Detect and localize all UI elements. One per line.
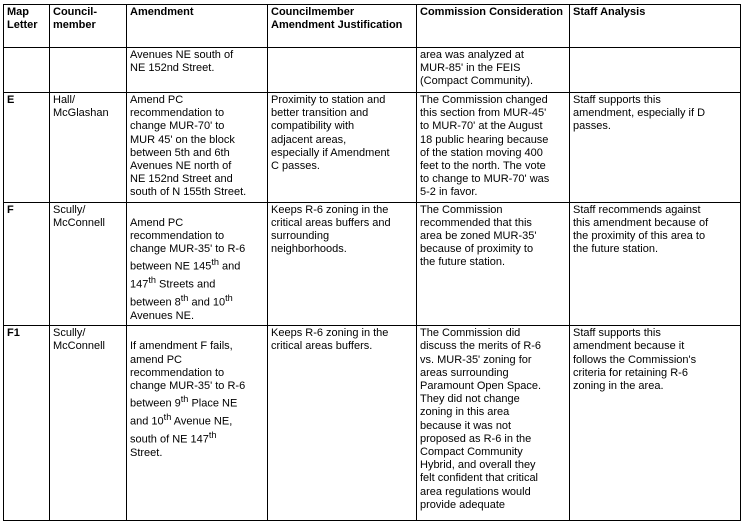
- cell-amendment: [127, 202, 268, 326]
- amendment-text: Avenue NE, south of NE 147: [130, 415, 233, 446]
- cell-member: Scully/ McConnell: [50, 202, 127, 326]
- amendment-text: Avenues NE.: [130, 310, 195, 323]
- header-councilmember: Council- member: [50, 5, 127, 48]
- cell-justification: Proximity to station and better transition and compatibility with adjacent areas, especially if Amendment C passes.: [268, 93, 417, 203]
- header-staff: Staff Analysis: [570, 5, 741, 48]
- cell-staff: [570, 48, 741, 93]
- table-row: [4, 48, 741, 93]
- cell-justification: [268, 48, 417, 93]
- amendment-text: Street.: [130, 446, 163, 459]
- cell-letter: [4, 48, 50, 93]
- cell-justification: Keeps R-6 zoning in the critical areas buffers and surrounding neighborhoods.: [268, 202, 417, 326]
- header-commission: Commission Consideration: [417, 5, 570, 48]
- cell-amendment: Avenues NE south of NE 152nd Street.: [127, 48, 268, 93]
- amendment-text: and 147: [130, 261, 241, 291]
- cell-member: Hall/ McGlashan: [50, 93, 127, 203]
- header-map-letter: Map Letter: [4, 5, 50, 48]
- ordinal-suffix: th: [225, 293, 233, 304]
- cell-amendment: Amend PC recommendation to change MUR-70' to MUR 45' on the block between 5th and 6th Avenues NE north of NE 152nd Street and south of N 155th Street.: [127, 93, 268, 203]
- cell-staff: Staff recommends against this amendment because of the proximity of this area to the future station.: [570, 202, 741, 326]
- ordinal-suffix: th: [180, 394, 189, 405]
- amendment-text: Streets and between 8: [130, 278, 216, 309]
- cell-member: [50, 48, 127, 93]
- cell-commission: The Commission changed this section from MUR-45' to MUR-70' at the August 18 public hearing because of the station moving 400 feet to the north. The vote to change to MUR-70' was 5-2 in favor.: [417, 93, 570, 203]
- amendment-text: If amendment F fails, amend PC recommendation to change MUR-35' to R-6 between 9: [130, 340, 246, 410]
- cell-letter: E: [4, 93, 50, 203]
- ordinal-suffix: th: [148, 275, 156, 286]
- cell-commission: The Commission did discuss the merits of R-6 vs. MUR-35' zoning for areas surrounding Paramount Open Space. They did not change zoning in this area because it was not proposed as R-6 in the Compact Community Hybrid, and overall they felt confident that critical area regulations would provide adequate: [417, 326, 570, 521]
- header-amendment: Amendment: [127, 5, 268, 48]
- table-row: [4, 93, 741, 203]
- ordinal-suffix: th: [180, 293, 189, 304]
- header-justification: Councilmember Amendment Justification: [268, 5, 417, 48]
- cell-justification: Keeps R-6 zoning in the critical areas buffers.: [268, 326, 417, 521]
- ordinal-suffix: th: [163, 412, 172, 423]
- ordinal-suffix: th: [208, 429, 217, 440]
- amendment-text: Place NE and 10: [130, 397, 238, 428]
- cell-member: Scully/ McConnell: [50, 326, 127, 521]
- table-row: [4, 326, 741, 521]
- table-row: [4, 202, 741, 326]
- ordinal-suffix: th: [211, 257, 219, 268]
- cell-staff: Staff supports this amendment, especially if D passes.: [570, 93, 741, 203]
- cell-commission: area was analyzed at MUR-85' in the FEIS (Compact Community).: [417, 48, 570, 93]
- cell-staff: Staff supports this amendment because it follows the Commission's criteria for retaining R-6 zoning in the area.: [570, 326, 741, 521]
- header-row: [4, 5, 741, 48]
- amendment-text: Amend PC recommendation to change MUR-35' to R-6 between NE 145: [130, 216, 246, 274]
- amendment-text: and 10: [188, 296, 226, 309]
- amendments-table: [3, 4, 741, 521]
- cell-amendment: [127, 326, 268, 521]
- cell-letter: F1: [4, 326, 50, 521]
- cell-letter: F: [4, 202, 50, 326]
- cell-commission: The Commission recommended that this area be zoned MUR-35' because of proximity to the future station.: [417, 202, 570, 326]
- page-number-fragment: [350, 493, 390, 499]
